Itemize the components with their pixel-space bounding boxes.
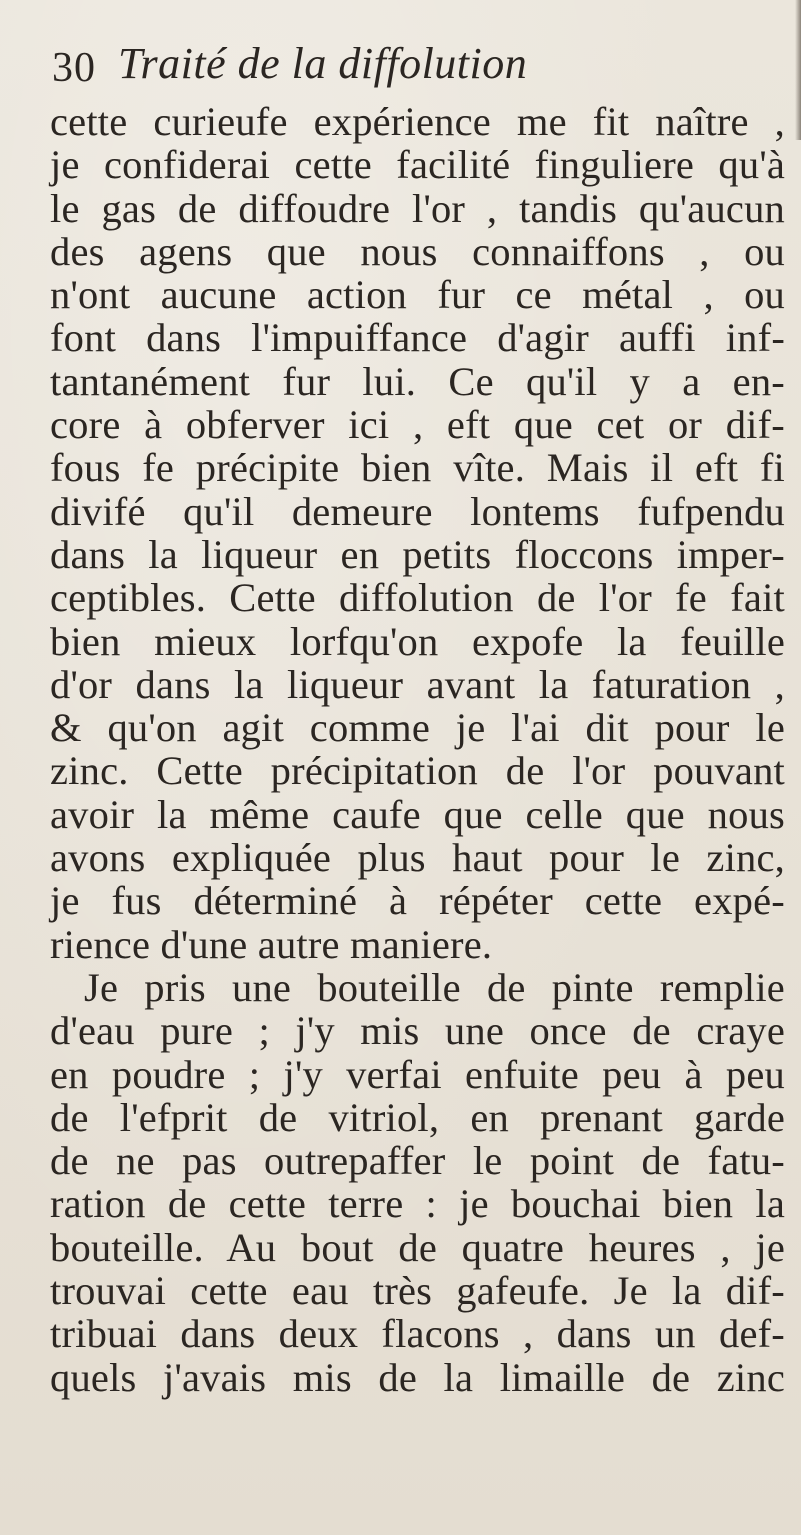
text-line: avoir la même caufe que celle que nous [50,791,785,837]
page-header [52,38,752,98]
running-title: Traité de la diffolution [118,39,528,88]
text-line: fous fe précipite bien vîte. Mais il eft fi [50,445,785,491]
text-line: en poudre ; j'y verfai enfuite peu à peu [50,1051,785,1097]
text-line: bien mieux lorfqu'on expofe la feuille [50,618,785,664]
text-line: bouteille. Au bout de quatre heures , je [50,1224,785,1270]
text-line: tribuai dans deux flacons , dans un def- [50,1311,785,1357]
text-line: ceptibles. Cette diffolution de l'or fe fait [50,575,785,621]
text-line: cette curieufe expérience me fit naître , [50,99,785,144]
text-line: rience d'une autre maniere. [50,921,493,967]
text-line: font dans l'impuiffance d'agir auffi inf- [50,315,785,361]
page-edge-shadow [795,0,801,140]
text-line: ration de cette terre : je bouchai bien la [50,1181,785,1227]
text-line: le gas de diffoudre l'or , tandis qu'aucun [50,185,785,231]
text-line: de l'efprit de vitriol, en prenant garde [50,1094,785,1140]
text-line: de ne pas outrepaffer le point de fatu- [50,1138,785,1184]
text-line: je confiderai cette facilité finguliere qu'à [50,142,785,188]
text-line: d'eau pure ; j'y mis une once de craye [50,1008,785,1054]
text-line: quels j'avais mis de la limaille de zinc [50,1354,785,1400]
text-line: des agens que nous connaiffons , ou [50,228,785,274]
text-line: & qu'on agit comme je l'ai dit pour le [50,705,785,751]
page-number: 30 [52,45,96,91]
text-line: d'or dans la liqueur avant la faturation , [50,661,785,707]
text-line: avons expliquée plus haut pour le zinc, [50,835,785,881]
text-line: n'ont aucune action fur ce métal , ou [50,272,785,318]
text-line: zinc. Cette précipitation de l'or pouvant [50,748,785,794]
text-line: tantanément fur lui. Ce qu'il y a en- [50,358,785,404]
text-line: trouvai cette eau très gafeufe. Je la dif- [50,1268,785,1314]
text-line: Je pris une bouteille de pinte remplie [84,964,785,1010]
text-line: core à obferver ici , eft que cet or dif- [50,402,785,448]
text-line: divifé qu'il demeure lontems fufpendu [50,488,785,534]
body-text [50,100,785,1399]
text-line: dans la liqueur en petits floccons imper- [50,531,785,577]
text-line: je fus déterminé à répéter cette expé- [50,878,785,924]
